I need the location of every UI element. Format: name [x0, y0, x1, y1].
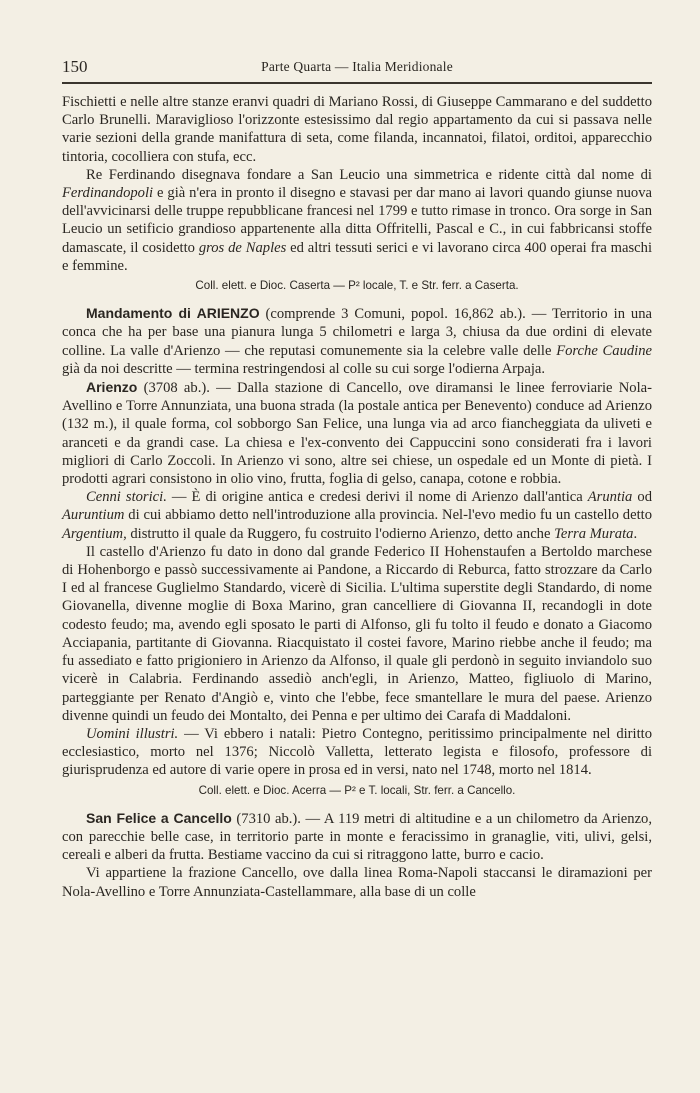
paragraph-cancello: Vi appartiene la frazione Cancello, ove dalla linea Roma-Napoli staccansi le diramazioni per Nola-Avellino e Torre Annunziata-Castellammare, alla base di un colle: [62, 865, 652, 900]
paragraph-uomini-illustri: Uomini illustri. — Vi ebbero i natali: Pietro Contegno, peritissimo principalmente nel diritto ecclesiastico, morto nel 1376; Niccolò Valletta, letterato legista e filosofo, professore di giurisprudenza ed autore di varie opere in prosa ed in versi, nato nel 1748, morto nel 1814.: [62, 725, 652, 779]
section-heading: Arienzo: [86, 379, 138, 396]
section-heading: San Felice a Cancello: [86, 809, 232, 826]
paragraph-mandamento-arienzo: Mandamento di ARIENZO (comprende 3 Comuni, popol. 16,862 ab.). — Territorio in una conca che ha per base una pianura lunga 5 chilometri e larga 3, chiusa da due ordini di elevate colline. La valle d'Arienzo — che reputasi comunemente sia la celebre valle delle Forche Caudine già da noi descritte — termina restringendosi al colle su cui sorge l'odierna Arpaja.: [62, 305, 653, 377]
header-rule: [62, 82, 652, 84]
paragraph-san-felice: San Felice a Cancello (7310 ab.). — A 119 metri di altitudine e a un chilometro da Arienzo, con parecchie belle case, in territorio parte in monte e feracissimo in granaglie, viti, ulivi, gelsi, cereali e alberi da frutta. Bestiame vaccino da cui si ritraggono latte, burro e cacio.: [62, 809, 653, 864]
page-number: 150: [62, 57, 88, 76]
paragraph-cenni-storici: Cenni storici. — È di origine antica e credesi derivi il nome di Arienzo dall'antica Aruntia od Auruntium di cui abbiamo detto nell'introduzione alla provincia. Nel-l'evo medio fu un castello detto Argentium, distrutto il quale da Ruggero, fu costruito l'odierno Arienzo, detto anche Terra Murata.: [62, 489, 652, 542]
paragraph-san-leucio-rooms: Fischietti e nelle altre stanze eranvi quadri di Mariano Rossi, di Giuseppe Cammarano e del suddetto Carlo Brunelli. Maraviglioso l'orizzonte estesissimo dal regio appartamento da cui si passava nelle varie sezioni della grande manifattura di seta, come filanda, incannatoi, filatoi, orditoi, apparecchio tintoria, cocolliera con stufa, ecc.: [62, 94, 652, 165]
collegio-note-caserta: Coll. elett. e Dioc. Caserta — P² locale, T. e Str. ferr. a Caserta.: [195, 279, 519, 293]
section-heading: Mandamento di ARIENZO: [86, 305, 260, 322]
page-header: [62, 57, 652, 79]
page-body: [62, 93, 652, 901]
paragraph-ferdinandopoli: Re Ferdinando disegnava fondare a San Leucio una simmetrica e ridente città dal nome di Ferdinandopoli e già n'era in pronto il disegno e stavasi per dar mano ai lavori quando giunse nuova dell'avvicinarsi delle truppe repubblicane francesi nel 1799 e tutto rimase in tronco. Ora sorge in San Leucio un setificio grandioso appartenente alla ditta Offritelli, Pascal e C., in cui fabbricansi stoffe damascate, il cosidetto gros de Naples ed altri tessuti serici e vi lavorano circa 400 operai fra maschi e femmine.: [62, 166, 652, 274]
paragraph-castello: Il castello d'Arienzo fu dato in dono dal grande Federico II Hohenstaufen a Bertoldo marchese di Hohenborgo e passò successivamente ai Pandone, a Riccardo di Reburca, fatto strozzare da Carlo I ed al francese Guglielmo Standardo, vicerè di Sicilia. L'ultima superstite degli Standardo, di nome Giovanella, divenne moglie di Boxa Marino, gran cancelliere di Giovanna II, recandogli in dote codesto feudo; ma, avendo egli sposato le parti di Alfonso, gli fu tolto il feudo e donato a Giacomo Acciapania, partitante di Giovanna. Riacquistato il costei favore, Marino riebbe anche il feudo; ma fu assediato e fatto prigioniero in Arienzo da Alfonso, il quale gli perdonò in seguito inviandolo suo vicerè in Calabria. Ferdinando assediò anch'egli, in Arienzo, Matteo, figliuolo di Marino, parteggiante per Renato d'Angiò e, vinto che l'ebbe, fece smantellare le mura del paese. Arienzo divenne quindi un feudo dei Montalto, dei Penna e per ultimo dei Carafa di Maddaloni.: [62, 543, 652, 724]
collegio-note-acerra: Coll. elett. e Dioc. Acerra — P² e T. locali, Str. ferr. a Cancello.: [198, 783, 516, 797]
running-head: Parte Quarta — Italia Meridionale: [261, 59, 453, 74]
paragraph-arienzo: Arienzo (3708 ab.). — Dalla stazione di Cancello, ove diramansi le linee ferroviarie Nola-Avellino e Torre Annunziata, una buona strada (la postale antica per Benevento) conduce ad Arienzo (132 m.), il quale forma, col sobborgo San Felice, una lunga via ad arco fiancheggiata da uliveti e aranceti e da grandi case. La chiesa e l'ex-convento dei Cappuccini sono considerati fra i lavori migliori di Carlo Zoccoli. In Arienzo vi sono, altre sei chiese, un ospedale ed un Monte di pietà. I prodotti agrari consistono in olio vino, frutta, foglia di gelso, canapa, cotone e robbia.: [62, 379, 652, 488]
